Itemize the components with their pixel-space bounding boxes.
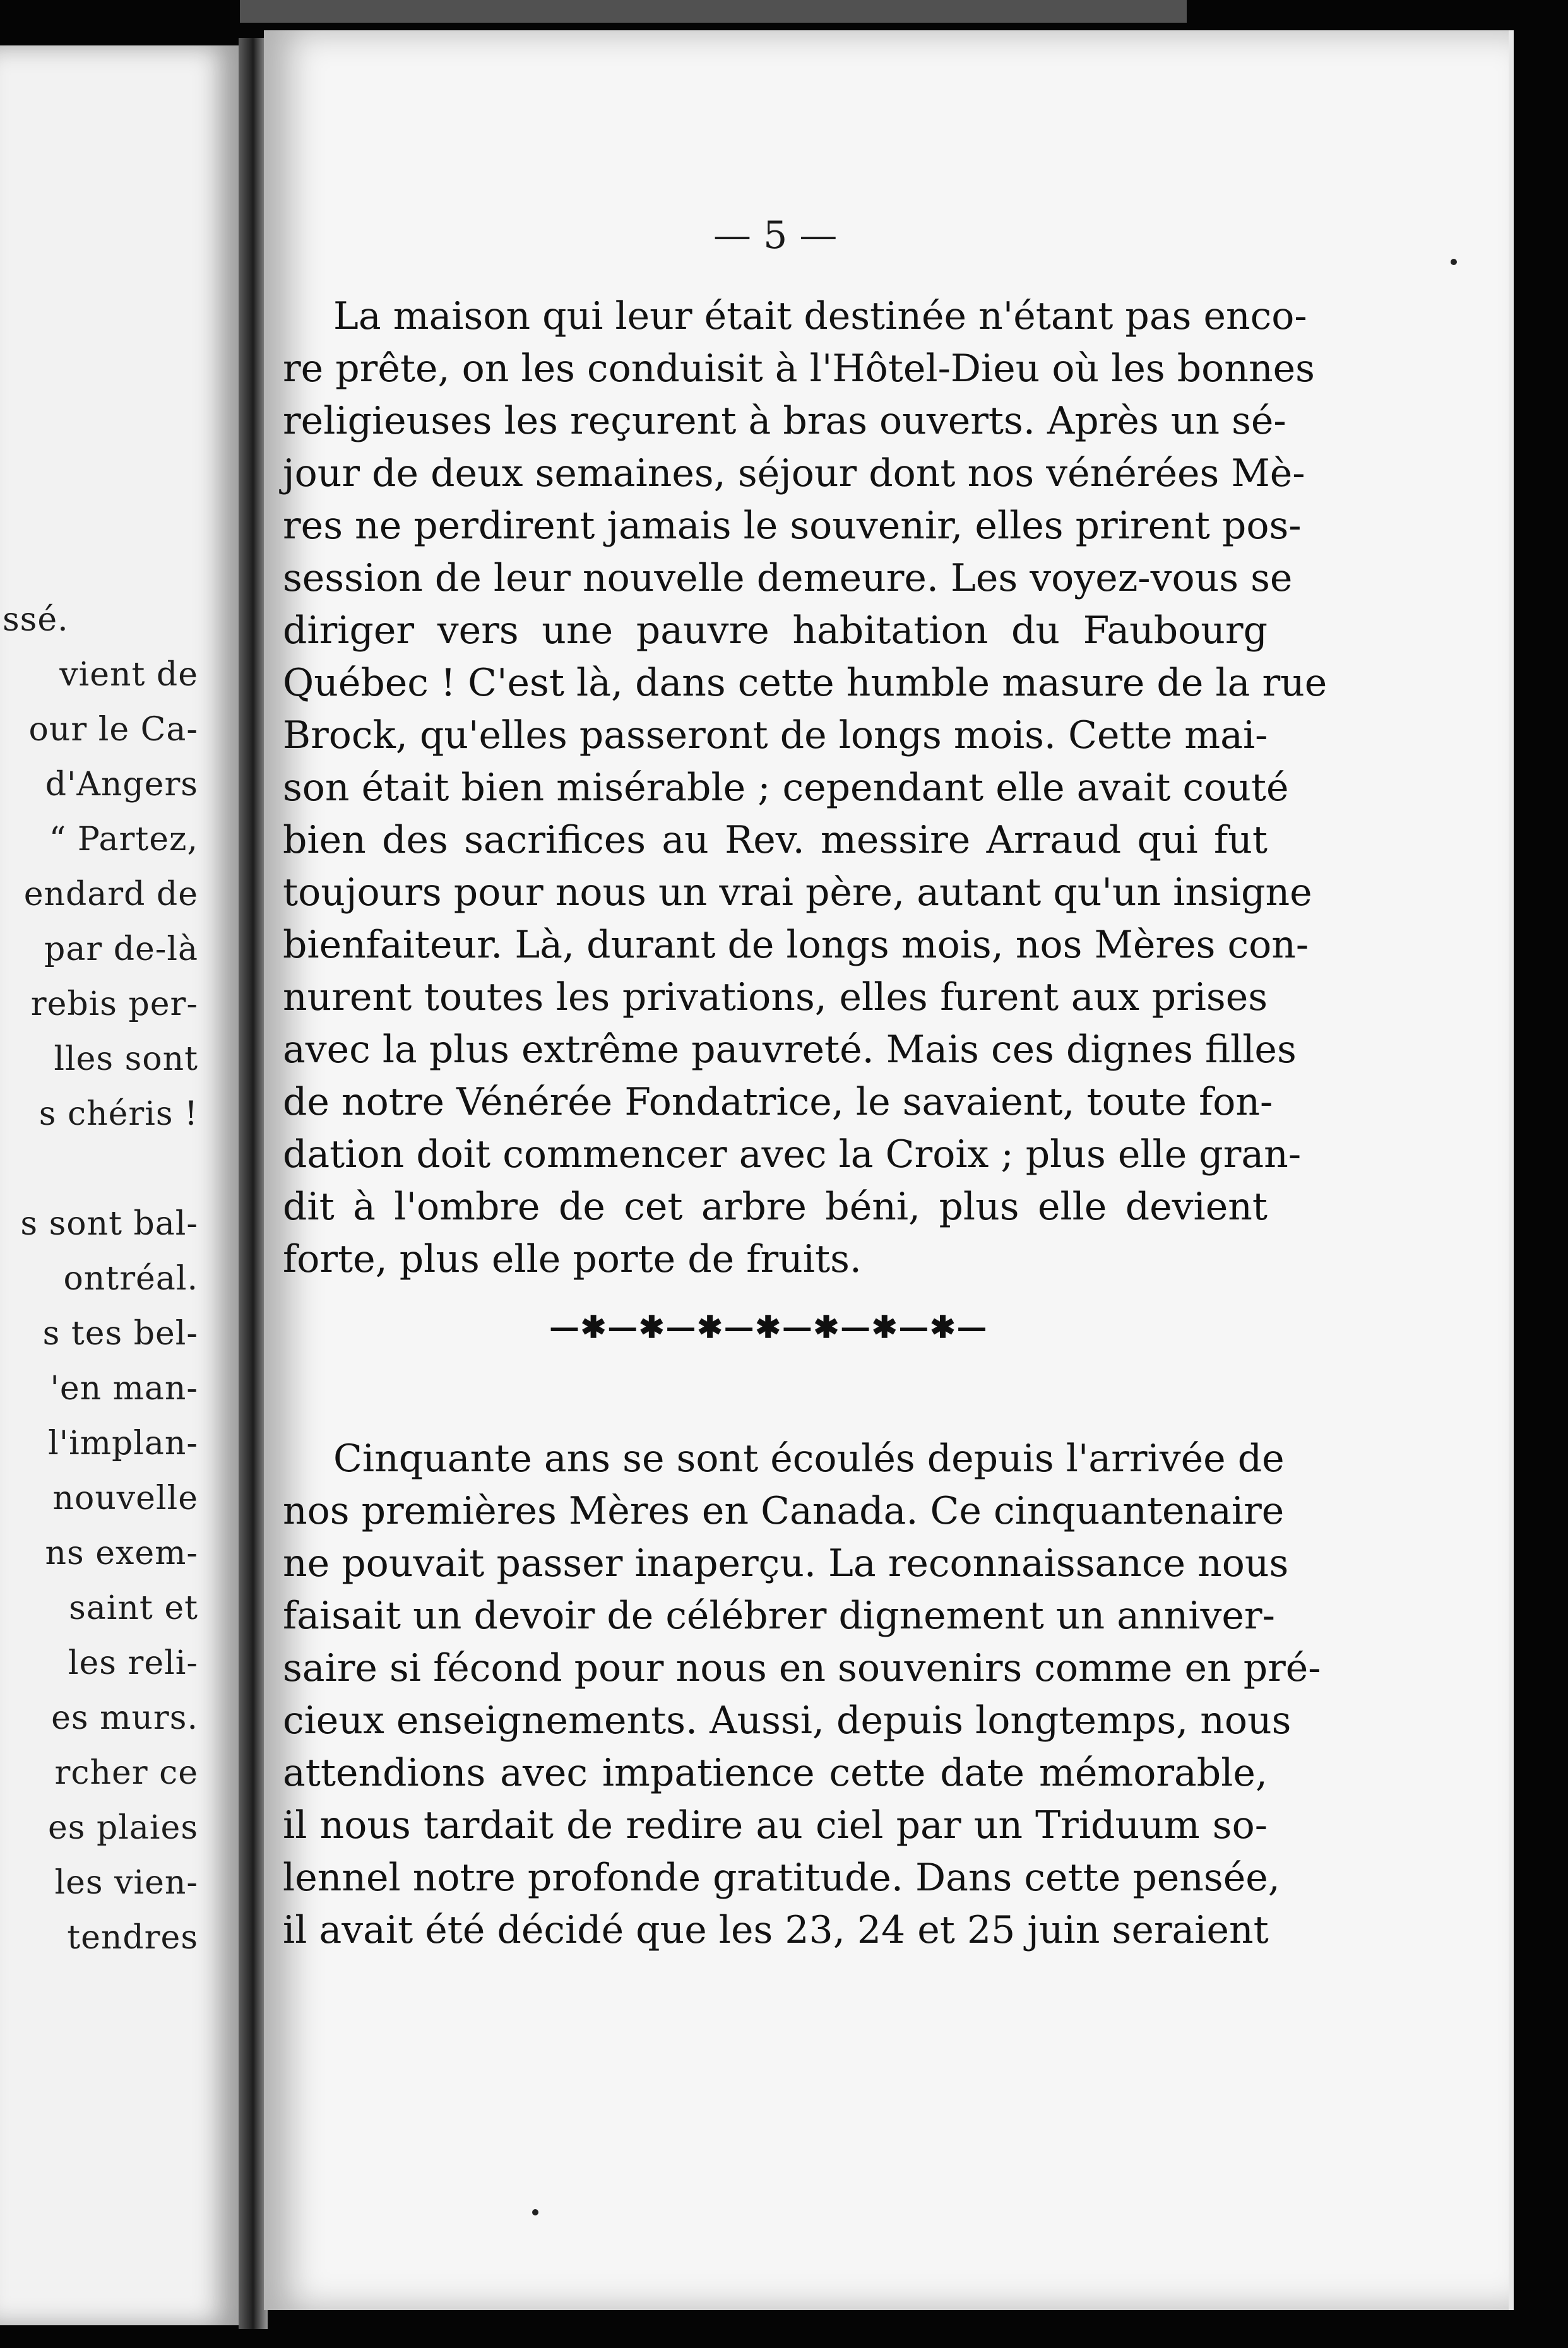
text-line: saire si fécond pour nous en souvenirs comme en pré- xyxy=(283,1646,1321,1690)
left-page-line: “ Partez, xyxy=(49,821,198,858)
left-page-line: tendres xyxy=(67,1919,198,1957)
left-page-line: 'en man- xyxy=(50,1370,198,1408)
text-line: cieux enseignements. Aussi, depuis longtemps, nous xyxy=(283,1699,1292,1743)
text-line: nurent toutes les privations, elles furent aux prises xyxy=(283,975,1268,1019)
left-page-line: es murs. xyxy=(51,1699,198,1737)
text-line: dit à l'ombre de cet arbre béni, plus elle devient xyxy=(283,1185,1268,1229)
page-number: — 5 — xyxy=(713,213,838,258)
text-line: re prête, on les conduisit à l'Hôtel-Dieu où les bonnes xyxy=(283,347,1315,391)
left-page-line: nouvelle xyxy=(52,1479,198,1517)
left-page-line: s chéris ! xyxy=(39,1095,198,1133)
left-page-line: rebis per- xyxy=(30,985,198,1023)
section-ornament: —✱—✱—✱—✱—✱—✱—✱— xyxy=(549,1310,989,1345)
text-line: jour de deux semaines, séjour dont nos vénérées Mè- xyxy=(283,451,1305,495)
text-line: il nous tardait de redire au ciel par un Triduum so- xyxy=(283,1803,1268,1847)
left-page-line: l'implan- xyxy=(48,1425,198,1462)
text-line: La maison qui leur était destinée n'étant pas enco- xyxy=(333,294,1307,338)
left-page-line: our le Ca- xyxy=(28,711,198,749)
left-page-line: vient de xyxy=(59,656,198,694)
text-line: bien des sacrifices au Rev. messire Arraud qui fut xyxy=(283,818,1268,862)
text-line: de notre Vénérée Fondatrice, le savaient, toute fon- xyxy=(283,1080,1273,1124)
left-page-line: ns exem- xyxy=(45,1534,198,1572)
text-line: lennel notre profonde gratitude. Dans cette pensée, xyxy=(283,1856,1280,1900)
left-page-line: ontréal. xyxy=(63,1260,198,1298)
text-line: toujours pour nous un vrai père, autant qu'un insigne xyxy=(283,870,1312,915)
text-line: faisait un devoir de célébrer dignement un anniver- xyxy=(283,1594,1275,1638)
paragraph-2 xyxy=(283,1433,1321,1957)
text-line: son était bien misérable ; cependant elle avait couté xyxy=(283,766,1289,810)
left-page-line xyxy=(0,1150,235,1205)
scan-top-strip xyxy=(240,0,1187,23)
left-page-text-fragments xyxy=(0,601,235,1974)
left-page-line: es plaies xyxy=(48,1809,198,1847)
left-page-line: d'Angers xyxy=(45,766,198,803)
left-page-line: les vien- xyxy=(54,1864,198,1902)
left-page-line: lles sont xyxy=(54,1040,198,1078)
text-line: Québec ! C'est là, dans cette humble masure de la rue xyxy=(283,661,1327,705)
left-page-line: les reli- xyxy=(68,1644,198,1682)
paragraph-1 xyxy=(283,290,1327,1286)
left-page-line: par de-là xyxy=(44,930,198,968)
text-line: diriger vers une pauvre habitation du Faubourg xyxy=(283,608,1268,653)
left-page-line: ssé. xyxy=(3,601,69,639)
text-line: religieuses les reçurent à bras ouverts. Après un sé- xyxy=(283,399,1286,443)
left-page xyxy=(0,45,239,2325)
text-line: session de leur nouvelle demeure. Les voyez-vous se xyxy=(283,556,1293,600)
text-line: Cinquante ans se sont écoulés depuis l'arrivée de xyxy=(333,1437,1285,1481)
left-page-line: rcher ce xyxy=(54,1754,198,1792)
text-line: attendions avec impatience cette date mémorable, xyxy=(283,1751,1268,1795)
text-line: il avait été décidé que les 23, 24 et 25 juin seraient xyxy=(283,1908,1269,1952)
left-page-line: saint et xyxy=(69,1589,198,1627)
left-page-line: s tes bel- xyxy=(42,1315,198,1353)
text-line: avec la plus extrême pauvreté. Mais ces dignes filles xyxy=(283,1028,1297,1072)
page-speck xyxy=(1451,259,1457,265)
text-line: Brock, qu'elles passeront de longs mois. Cette mai- xyxy=(283,713,1268,757)
page-speck xyxy=(532,2209,538,2215)
text-line: ne pouvait passer inaperçu. La reconnaissance nous xyxy=(283,1541,1289,1586)
text-line: bienfaiteur. Là, durant de longs mois, nos Mères con- xyxy=(283,923,1309,967)
left-page-line: endard de xyxy=(23,875,198,913)
text-line: nos premières Mères en Canada. Ce cinquantenaire xyxy=(283,1489,1285,1533)
left-page-line: s sont bal- xyxy=(20,1205,198,1243)
text-line: forte, plus elle porte de fruits. xyxy=(283,1237,862,1281)
text-line: res ne perdirent jamais le souvenir, elles prirent pos- xyxy=(283,504,1302,548)
text-line: dation doit commencer avec la Croix ; plus elle gran- xyxy=(283,1132,1302,1177)
